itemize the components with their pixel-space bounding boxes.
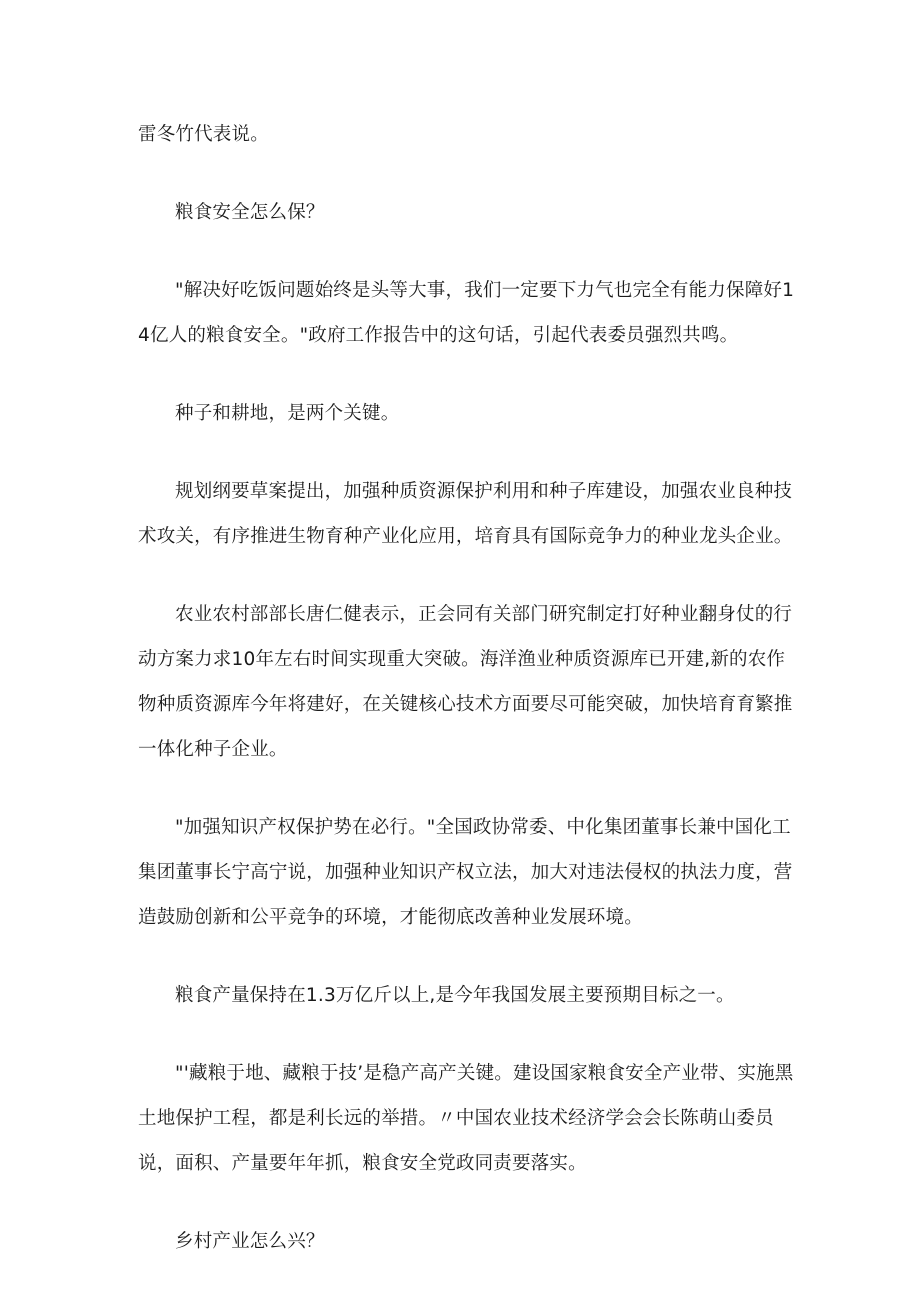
paragraph-seeds-land: 种子和耕地，是两个关键。 xyxy=(175,403,400,424)
paragraph-store-grain: "'藏粮于地、藏粮于技’是稳产高产关键。建设国家粮食安全产业带、实施黑土地保护工程，都是利长远的举措。〃中国农业技术经济学会会长陈萌山委员说，面积、产量要年年抓，粮食安全党政同责要落实。 xyxy=(138,1063,794,1174)
heading-rural-industry: 乡村产业怎么兴？ xyxy=(175,1231,325,1252)
paragraph-ip-protection: "加强知识产权保护势在必行。"全国政协常委、中化集团董事长兼中国化工集团董事长宁高宁说，加强种业知识产权立法，加大对违法侵权的执法力度，营造鼓励创新和公平竞争的环境，才能彻底改善种业发展环境。 xyxy=(138,817,793,928)
heading-grain-security: 粮食安全怎么保？ xyxy=(175,202,325,223)
paragraph-quote-report: "解决好吃饭问题始终是头等大事，我们一定要下力气也完全有能力保障好14亿人的粮食安全。"政府工作报告中的这句话，引起代表委员强烈共鸣。 xyxy=(138,280,795,346)
paragraph-plan-draft: 规划纲要草案提出，加强种质资源保护利用和种子库建设，加强农业良种技术攻关，有序推进生物育种产业化应用，培育具有国际竞争力的种业龙头企业。 xyxy=(138,481,793,547)
document-body xyxy=(138,112,798,1297)
paragraph-speaker-note: 雷冬竹代表说。 xyxy=(138,124,269,145)
paragraph-ministry-plan: 农业农村部部长唐仁健表示，正会同有关部门研究制定打好种业翻身仗的行动方案力求10年左右时间实现重大突破。海洋渔业种质资源库已开建,新的农作物种质资源库今年将建好，在关键核心技术方面要尽可能突破，加快培育育繁推一体化种子企业。 xyxy=(138,604,793,760)
paragraph-grain-output: 粮食产量保持在1.3万亿斤以上,是今年我国发展主要预期目标之一。 xyxy=(175,985,735,1006)
